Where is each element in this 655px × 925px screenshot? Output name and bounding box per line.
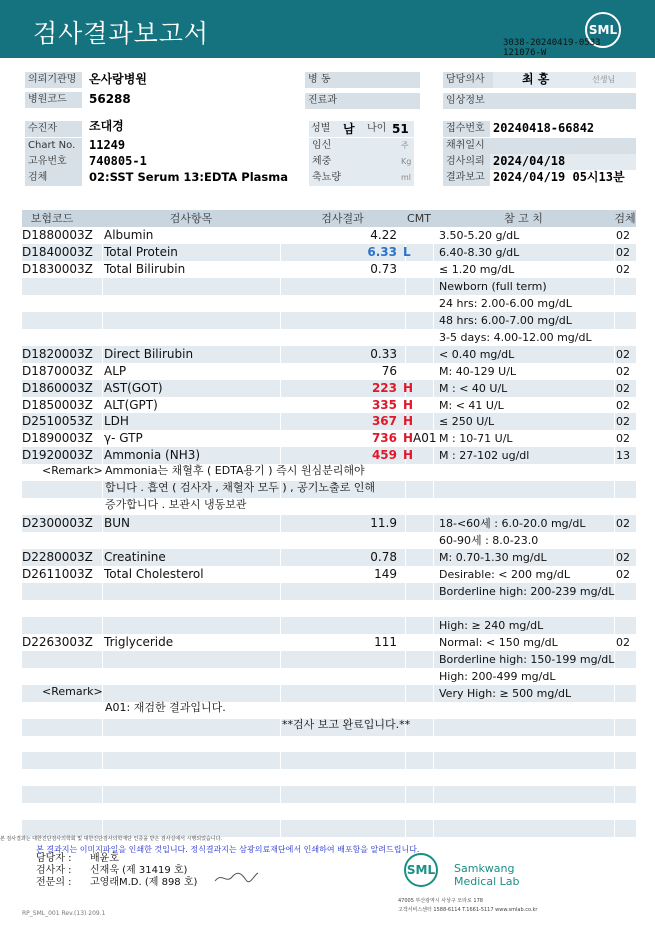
institution-label: 의뢰기관명 xyxy=(25,72,82,88)
report-title: 검사결과보고서 xyxy=(33,19,210,48)
row-reference: M: 0.70-1.30 mg/dL xyxy=(439,551,547,565)
row-code: D2611003Z xyxy=(22,567,93,581)
row-code: D2263003Z xyxy=(22,634,93,649)
remark2-text: A01: 재검한 결과입니다. xyxy=(105,701,226,714)
row-code: D2300003Z xyxy=(22,516,93,531)
patient-value: 조대경 xyxy=(89,119,124,133)
request-value: 2024/04/18 xyxy=(493,154,566,168)
row-test-name: Direct Bilirubin xyxy=(104,346,194,361)
row-flag: H xyxy=(403,431,414,446)
row-reference: < 0.40 mg/dL xyxy=(439,347,515,361)
urine-label: 축뇨량 xyxy=(312,172,341,183)
row-code: D1830003Z xyxy=(22,261,93,276)
remark2-label: <Remark> xyxy=(42,685,103,698)
hospital-code-label: 병원코드 xyxy=(25,92,82,108)
row-reference: M: < 41 U/L xyxy=(439,398,504,412)
row-test-name: γ- GTP xyxy=(104,431,143,446)
disclaimer: 본 결과지는 이미지파일을 인쇄한 것입니다. 정식결과지는 삼광의료재단에서 인쇄하여 배포함을 알려드립니다. xyxy=(36,845,420,854)
completion-text: **검사 보고 완료입니다.** xyxy=(282,718,411,731)
row-result: 223 xyxy=(371,380,397,395)
row-reference: Normal: < 150 mg/dL xyxy=(439,635,558,649)
header-result: 검사결과 xyxy=(321,212,364,225)
row-specimen: 02 xyxy=(616,415,630,429)
row-flag: H xyxy=(403,380,414,395)
signature-icon xyxy=(212,868,260,886)
row-result: 76 xyxy=(381,363,397,378)
row-result: 0.78 xyxy=(370,550,397,565)
row-reference: M : < 40 U/L xyxy=(439,381,508,395)
chart-value: 11249 xyxy=(89,138,126,152)
weight-label: 체중 xyxy=(312,156,332,167)
dept-label: 진료과 xyxy=(305,93,420,109)
row-specimen: 02 xyxy=(616,229,630,242)
row-test-name: Total Protein xyxy=(104,244,178,259)
row-reference: 48 hrs: 6.00-7.00 mg/dL xyxy=(439,313,572,327)
row-reference: 18-<60세 : 6.0-20.0 mg/dL xyxy=(439,517,586,531)
pregnancy-unit: 주 xyxy=(401,141,409,150)
ward-label: 병 동 xyxy=(305,72,420,88)
company-name: Samkwang Medical Lab xyxy=(454,862,520,888)
company-address: 47005 부산광역시 사상구 모라로 178 xyxy=(398,898,483,904)
row-cmt: A01 xyxy=(413,431,437,446)
row-result: 367 xyxy=(371,414,397,429)
row-test-name: BUN xyxy=(104,516,130,531)
row-flag: L xyxy=(403,244,411,259)
row-specimen: 02 xyxy=(616,568,630,581)
age-value: 51 xyxy=(392,122,409,136)
receipt-value: 20240418-66842 xyxy=(493,121,595,135)
row-reference: 3-5 days: 4.00-12.00 mg/dL xyxy=(439,330,592,344)
institution-value: 온사랑병원 xyxy=(89,72,147,86)
row-reference: ≤ 250 U/L xyxy=(439,415,495,429)
row-test-name: Total Cholesterol xyxy=(104,567,204,581)
company-phone: 고객서비스센터 1588-6114 T.1661-5117 www.smlab.co.kr xyxy=(398,907,538,913)
row-result: 0.33 xyxy=(370,346,397,361)
row-result: 149 xyxy=(374,567,397,581)
specimen-label: 검체 xyxy=(25,170,82,186)
sex-value: 남 xyxy=(343,122,355,136)
row-result: 736 xyxy=(371,431,397,446)
row-flag: H xyxy=(403,397,414,412)
row-test-name: Creatinine xyxy=(104,550,166,565)
row-reference: 60-90세 : 8.0-23.0 xyxy=(439,534,539,548)
receipt-label: 접수번호 xyxy=(443,121,490,137)
pregnancy-label: 임신 xyxy=(312,140,332,151)
table-stripe xyxy=(22,617,636,634)
table-stripe xyxy=(22,786,636,803)
form-code: RP_SML_001 Rev.(13) 209.1 xyxy=(22,910,106,917)
row-reference: High: ≥ 240 mg/dL xyxy=(439,618,544,632)
row-specimen: 02 xyxy=(616,262,630,276)
row-reference: M : 27-102 ug/dl xyxy=(439,449,530,463)
specimen-value: 02:SST Serum 13:EDTA Plasma xyxy=(89,170,289,184)
row-reference: Desirable: < 200 mg/dL xyxy=(439,568,571,581)
row-test-name: ALP xyxy=(104,363,127,378)
urine-unit: ml xyxy=(401,173,412,182)
header-specimen: 검체 xyxy=(614,212,636,225)
id-value: 740805-1 xyxy=(89,154,147,168)
report-id-2: 121076-W xyxy=(503,48,547,58)
row-reference: M : 10-71 U/L xyxy=(439,432,513,446)
row-code: D1890003Z xyxy=(22,431,93,446)
weight-unit: Kg xyxy=(401,157,412,166)
report-value: 2024/04/19 05시13분 xyxy=(493,170,625,184)
row-reference: 24 hrs: 2.00-6.00 mg/dL xyxy=(439,296,572,310)
collect-label: 채취일시 xyxy=(443,138,636,154)
report-header xyxy=(0,0,655,58)
hospital-code-value: 56288 xyxy=(89,92,131,106)
row-test-name: ALT(GPT) xyxy=(104,397,158,412)
weight-row xyxy=(309,154,414,170)
staff-row: 검사자 : 신재욱 (제 31419 호) xyxy=(36,865,188,876)
row-flag: H xyxy=(403,448,414,463)
report-label: 결과보고 xyxy=(443,170,490,186)
row-specimen: 02 xyxy=(616,245,630,259)
results-table-header xyxy=(22,210,636,227)
row-reference: Very High: ≥ 500 mg/dL xyxy=(439,686,572,700)
staff-row: 전문의 : 고영래M.D. (제 898 호) xyxy=(36,877,198,888)
report-id-1: 3038-20240419-0533 xyxy=(503,38,601,48)
row-result: 459 xyxy=(371,448,397,463)
row-code: D1860003Z xyxy=(22,380,93,395)
row-test-name: Ammonia (NH3) xyxy=(104,448,201,463)
certification-footnote: 본 검사결과는 대한진단검사의학회 및 대한진단검사의학재단 인증을 받은 검사실에서 시행되었습니다. xyxy=(0,836,222,842)
sml-logo: SML xyxy=(585,12,621,48)
row-reference: Borderline high: 200-239 mg/dL xyxy=(439,584,615,598)
header-cmt: CMT xyxy=(407,212,431,225)
remark-line: 합니다 . 흡연 ( 검사자 , 채혈자 모두 ) , 공기노출로 인해 xyxy=(105,481,376,494)
header-item: 검사항목 xyxy=(169,212,213,225)
row-code: D1820003Z xyxy=(22,346,93,361)
header-reference: 참 고 치 xyxy=(504,212,543,225)
row-specimen: 13 xyxy=(616,449,630,463)
row-specimen: 02 xyxy=(616,551,630,565)
row-reference: 6.40-8.30 g/dL xyxy=(439,245,520,259)
row-result: 11.9 xyxy=(370,516,397,531)
row-reference: 3.50-5.20 g/dL xyxy=(439,229,520,242)
row-test-name: Total Bilirubin xyxy=(104,261,186,276)
row-code: D1840003Z xyxy=(22,244,93,259)
row-specimen: 02 xyxy=(616,347,630,361)
row-specimen: 02 xyxy=(616,432,630,446)
row-test-name: Triglyceride xyxy=(104,634,174,649)
doctor-value: 최 홍 xyxy=(522,72,550,86)
row-code: D1920003Z xyxy=(22,448,93,463)
row-specimen: 02 xyxy=(616,398,630,412)
row-result: 335 xyxy=(371,397,397,412)
clinical-label: 임상정보 xyxy=(443,93,636,109)
sml-logo-footer: SML xyxy=(404,853,438,887)
remark-line: 증가합니다 . 보관시 냉동보관 xyxy=(105,498,247,511)
age-label: 나이 xyxy=(367,123,387,134)
row-code: D2510053Z xyxy=(22,414,93,429)
doctor-label: 담당의사 xyxy=(443,72,493,88)
row-reference: Borderline high: 150-199 mg/dL xyxy=(439,652,615,666)
row-result: 0.73 xyxy=(370,261,397,276)
patient-label: 수진자 xyxy=(25,121,82,137)
doctor-suffix: 선생님 xyxy=(592,75,616,84)
staff-row: 담당자 : 배윤호 xyxy=(36,853,119,864)
row-result: 4.22 xyxy=(370,228,397,242)
remark-label: <Remark> xyxy=(42,464,103,477)
row-specimen: 02 xyxy=(616,517,630,531)
row-result: 6.33 xyxy=(367,244,397,259)
urine-row xyxy=(309,170,414,186)
row-code: D1850003Z xyxy=(22,397,93,412)
row-test-name: AST(GOT) xyxy=(104,380,163,395)
row-reference: High: 200-499 mg/dL xyxy=(439,669,556,683)
row-specimen: 02 xyxy=(616,381,630,395)
row-code: D2280003Z xyxy=(22,550,93,565)
row-test-name: LDH xyxy=(104,414,129,429)
row-specimen: 02 xyxy=(616,364,630,378)
request-label: 검사의뢰 xyxy=(443,154,490,170)
row-test-name: Albumin xyxy=(104,228,154,242)
chart-label: Chart No. xyxy=(25,138,82,154)
row-flag: H xyxy=(403,414,414,429)
row-specimen: 02 xyxy=(616,635,630,649)
row-reference: M: 40-129 U/L xyxy=(439,364,517,378)
header-code: 보험코드 xyxy=(30,212,74,225)
row-result: 111 xyxy=(374,634,397,649)
row-code: D1870003Z xyxy=(22,363,93,378)
remark-line: Ammonia는 채혈후 ( EDTA용기 ) 즉시 원심분리해야 xyxy=(105,464,365,477)
pregnancy-row xyxy=(309,138,414,154)
row-reference: Newborn (full term) xyxy=(439,279,547,293)
sex-label: 성별 xyxy=(311,123,331,134)
sex-age-row xyxy=(309,121,414,137)
row-code: D1880003Z xyxy=(22,228,93,242)
table-stripe xyxy=(22,752,636,769)
id-label: 고유번호 xyxy=(25,154,82,170)
row-reference: ≤ 1.20 mg/dL xyxy=(439,262,515,276)
